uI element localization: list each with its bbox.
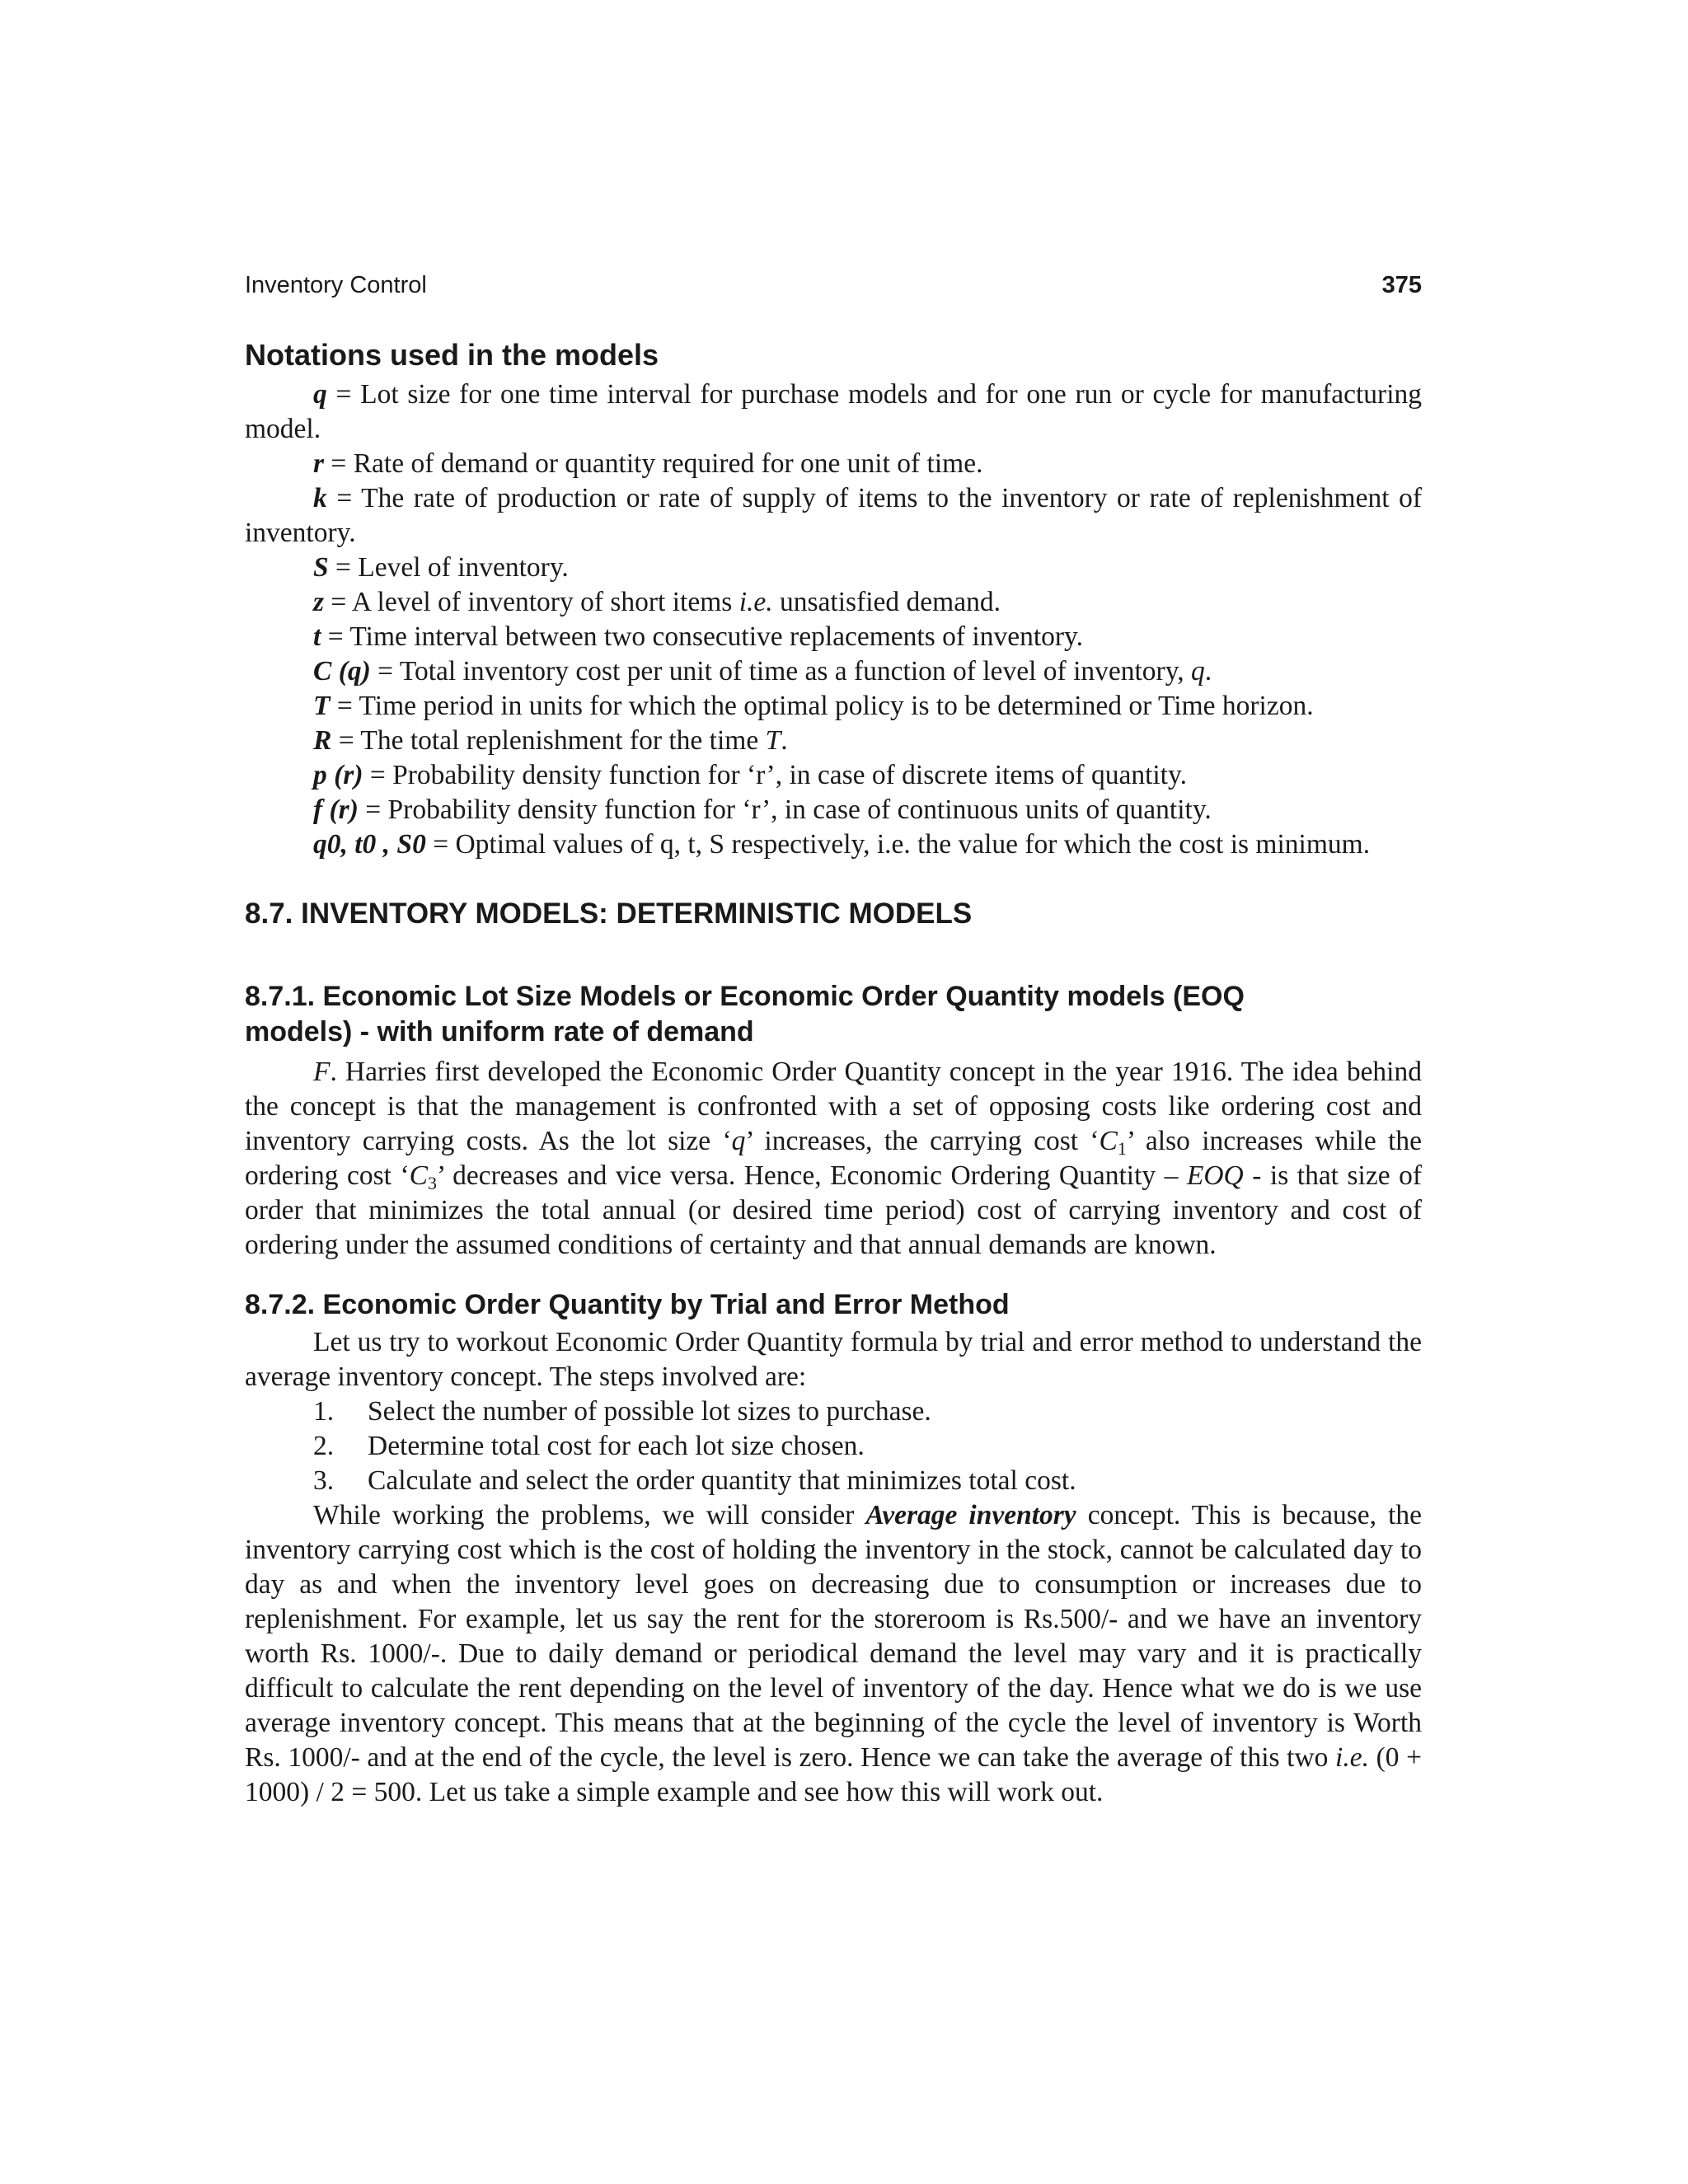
var-c1: C [1099,1126,1118,1156]
notation-z [245,585,1422,620]
notation-s [245,551,1422,585]
step-text: Calculate and select the order quantity that minimizes total cost. [368,1465,1076,1496]
notation-text: = Time interval between two consecutive replacements of inventory. [321,621,1083,652]
page-number: 375 [1381,272,1422,298]
average-inventory-paragraph [245,1498,1422,1810]
step-text: Determine total cost for each lot size chosen. [368,1431,865,1461]
para-text: ’ increases, the carrying cost ‘ [745,1126,1100,1156]
notation-pr [245,758,1422,793]
notation-text: = Probability density function for ‘r’, in case of discrete items of quantity. [363,760,1187,790]
average-inventory-term: Average inventory [865,1500,1076,1530]
notation-symbol: q0, t0 , S0 [313,829,426,860]
section-8-7-heading: 8.7. INVENTORY MODELS: DETERMINISTIC MODELS [245,898,973,930]
eoq-abbrev: EOQ [1186,1160,1244,1191]
notation-symbol: C (q) [313,656,371,687]
page-content [245,272,1422,1810]
notation-k [245,481,1422,551]
section-8-7-1-body [245,1055,1422,1263]
notation-text: = A level of inventory of short items [324,587,739,617]
eoq-history-paragraph [245,1055,1422,1263]
section-8-7-2-body [245,1325,1422,1810]
var-c3-sub: 3 [427,1173,437,1193]
list-item [245,1429,1422,1464]
notation-symbol: z [313,587,325,617]
notation-text-italic: i.e. [738,587,773,617]
step-number: 1. [313,1396,335,1427]
notation-text-end: unsatisfied demand. [772,587,1001,617]
para-text: While working the problems, we will consider [313,1500,866,1530]
notation-t [245,620,1422,654]
notation-symbol: k [313,483,327,513]
intro-paragraph: Let us try to workout Economic Order Quantity formula by trial and error method to understand the average inventory concept. The steps involved are: [245,1327,1422,1392]
notation-text: = Optimal values of q, t, S respectively, i.e. the value for which the cost is minimum. [425,829,1371,860]
notation-optimal [245,827,1422,862]
notation-symbol: r [313,448,325,479]
steps-list [245,1394,1422,1498]
notation-symbol: t [313,621,321,652]
notations-list [245,377,1422,862]
step-number: 3. [313,1465,335,1496]
author-initial: F [313,1057,331,1087]
notation-capital-t [245,689,1422,724]
notation-capital-r [245,724,1422,758]
ie-abbrev: i.e. [1335,1742,1369,1773]
notation-symbol: S [313,552,329,583]
list-item [245,1464,1422,1498]
notation-r [245,447,1422,481]
notation-cq [245,654,1422,689]
notations-heading: Notations used in the models [245,338,659,372]
notation-fr [245,793,1422,827]
notation-text-italic: q [1191,656,1205,687]
section-8-7-1-heading [245,979,1422,1050]
notation-symbol: q [313,379,327,410]
notation-text: = Probability density function for ‘r’, in case of continuous units of quantity. [358,794,1212,825]
notation-symbol: R [313,725,332,756]
running-head [245,272,1422,312]
notation-text: = Level of inventory. [328,552,569,583]
notation-text: = Time period in units for which the optimal policy is to be determined or Time horizon. [330,691,1314,721]
notation-text: = Lot size for one time interval for purchase models and for one run or cycle for manufacturing model. [245,379,1422,444]
step-number: 2. [313,1431,335,1461]
notation-text: = The total replenishment for the time [331,725,766,756]
notation-symbol: f (r) [313,794,359,825]
notation-text-end: . [781,725,788,756]
var-c1-sub: 1 [1117,1138,1127,1159]
heading-line-1: 8.7.1. Economic Lot Size Models or Economic Order Quantity models (EOQ [245,981,1245,1012]
notation-text: = Total inventory cost per unit of time as a function of level of inventory, [370,656,1192,687]
heading-line-2: models) - with uniform rate of demand [245,1016,754,1047]
para-text: ’ also increases while the ordering cost ‘ [245,1126,1423,1191]
para-text: ’ decreases and vice versa. Hence, Economic Ordering Quantity – [436,1160,1187,1191]
var-c3: C [409,1160,428,1191]
list-item [245,1394,1422,1429]
notation-text: = Rate of demand or quantity required for one unit of time. [324,448,983,479]
notation-symbol: p (r) [313,760,363,790]
para-text: . Harries first developed the Economic Order Quantity concept in the year 1916. The idea behind the concept is that the management is confronted with a set of opposing costs like ordering cost and inventory carrying costs. As the lot size ‘ [245,1057,1422,1156]
running-head-title: Inventory Control [245,272,427,298]
notation-symbol: T [313,691,331,721]
notation-text-end: . [1204,656,1212,687]
notation-text-italic: T [765,725,781,756]
para-text: (0 + 1000) / 2 = 500. Let us take a simple example and see how this will work out. [245,1742,1422,1807]
section-8-7-2-heading: 8.7.2. Economic Order Quantity by Trial and Error Method [245,1289,1010,1320]
notation-text: = The rate of production or rate of supply of items to the inventory or rate of replenishment of inventory. [245,483,1422,548]
var-q: q [731,1126,746,1156]
step-text: Select the number of possible lot sizes to purchase. [368,1396,931,1427]
para-text: concept. This is because, the inventory carrying cost which is the cost of holding the inventory in the stock, cannot be calculated day to day as and when the inventory level goes on decreasing due to consumption or increases due to replenishment. For example, let us say the rent for the storeroom is Rs.500/- and we have an inventory worth Rs. 1000/-. Due to daily demand or periodical demand the level may vary and it is practically difficult to calculate the rent depending on the level of inventory of the day. Hence what we do is we use average inventory concept. This means that at the beginning of the cycle the level of inventory is Worth Rs. 1000/- and at the end of the cycle, the level is zero. Hence we can take the average of this two [245,1500,1422,1773]
notation-q [245,377,1422,447]
para-text: - is that size of order that minimizes the total annual (or desired time period) cost of carrying inventory and cost of ordering under the assumed conditions of certainty and that annual demands are known. [245,1160,1422,1260]
